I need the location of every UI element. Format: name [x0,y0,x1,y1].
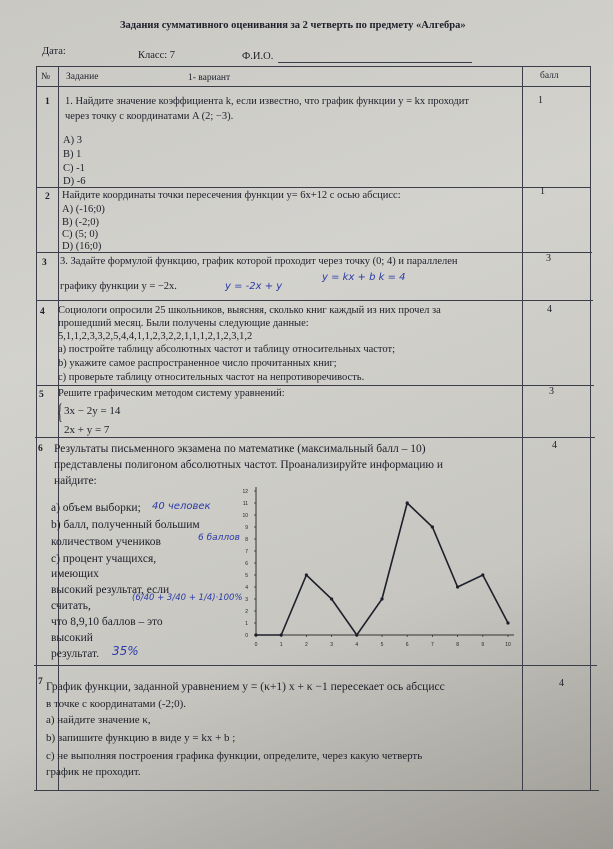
answer-option: А) (-16;0) [62,204,105,215]
y-tick-label: 3 [245,597,248,603]
task-number: 4 [40,307,45,317]
col-variant-header: 1- вариант [188,73,231,83]
handwritten-answer: 6 баллов [198,533,240,543]
col-task-header: Задание [66,72,99,82]
task-text-line: найдите: [54,475,97,487]
data-point [456,585,459,588]
sub-question: с) процент учащихся, [51,553,157,565]
x-tick-label: 0 [254,642,258,648]
task-text-line: Решите графическим методом систему уравнений: [58,388,285,399]
sub-question: высокий [51,632,93,644]
answer-option: В) (-2;0) [62,217,100,228]
task-number: 1 [45,97,50,107]
y-tick-label: 4 [245,585,248,591]
sub-question: b) балл, полученный большим [51,519,200,531]
task-text-line: через точку с координатами A (2; −3). [65,111,234,122]
answer-option: А) 3 [63,135,82,146]
task-score: 4 [547,304,552,315]
task-score: 4 [552,440,557,451]
sheet-title: Задания суммативного оценивания за 2 четверть по предмету «Алгебра» [120,20,466,31]
answer-option: С) (5; 0) [62,229,99,240]
task-text-line: прошедший месяц. Были получены следующие данные: [58,318,309,329]
task-text-line: Результаты письменного экзамена по математике (максимальный балл – 10) [54,443,426,455]
task-score: 1 [538,95,543,106]
task-text-line: График функции, заданной уравнением y = (κ+1) x + κ −1 пересекает ось абсцисс [46,681,445,693]
frequency-polygon-chart [226,487,526,659]
y-tick-label: 9 [245,525,248,531]
data-point [330,597,333,600]
col-num-header: № [41,72,51,82]
task-score: 3 [549,386,554,397]
task-number: 5 [39,390,44,400]
series-line [256,503,508,635]
y-tick-label: 7 [245,549,248,555]
x-tick-label: 10 [505,642,511,648]
handwritten-answer: y = -2x + y [225,281,283,292]
sub-question: имеющих [51,568,99,580]
task-text-line: 1. Найдите значение коэффициента k, если известно, что график функции y = kx проходит [65,96,469,107]
y-tick-label: 0 [245,633,248,639]
x-tick-label: 4 [355,642,359,648]
sub-question: что 8,9,10 баллов – это [51,616,163,628]
task-text-line: график не проходит. [46,766,141,778]
sub-question: результат. [51,648,100,660]
answer-option: D) (16;0) [62,241,102,252]
task-text-line: Найдите координаты точки пересечения функции y= 6x+12 с осью абсцисс: [62,190,401,201]
task-text-line: а) постройте таблицу абсолютных частот и таблицу относительных частот; [58,344,395,355]
data-point [355,633,358,636]
task-text-line: b) укажите самое распространенное число прочитанных книг; [58,358,337,369]
y-tick-label: 1 [245,621,248,627]
y-tick-label: 8 [245,537,248,543]
date-label: Дата: [42,46,66,57]
class-label: Класс: 7 [138,50,176,61]
task-score: 3 [546,253,551,264]
y-tick-label: 10 [242,513,248,519]
data-point [380,597,383,600]
data-point [254,633,257,636]
task-text-line: с) проверьте таблицу относительных частот на непротиворечивость. [58,372,365,383]
handwritten-answer: 35% [112,644,139,658]
answer-option: С) -1 [63,163,85,174]
y-tick-label: 6 [245,561,248,567]
x-tick-label: 2 [305,642,308,648]
task-number: 2 [45,192,50,202]
task-score: 4 [559,678,564,689]
system-brace: { [57,399,63,424]
data-point [506,621,509,624]
task-text-line: представлены полигоном абсолютных частот. Проанализируйте информацию и [54,459,444,471]
task-text-line: 3. Задайте формулой функцию, график которой проходит через точку (0; 4) и параллелен [60,256,458,267]
x-tick-label: 1 [279,642,283,648]
x-tick-label: 3 [330,642,333,648]
handwritten-answer: 40 человек [152,501,211,512]
task-number: 6 [38,444,43,454]
data-point [305,573,308,576]
task-text-line: 5,1,1,2,3,3,2,5,4,4,1,1,2,3,2,2,1,1,1,2,1,2,3,1,2 [58,331,253,342]
system-equation: 2x + y = 7 [64,424,110,436]
task-number: 7 [38,677,43,687]
x-tick-label: 9 [481,642,485,648]
answer-option: D) -6 [63,176,86,187]
data-point [280,633,283,636]
x-tick-label: 7 [431,642,434,648]
data-point [431,525,434,528]
task-text-line: графику функции y = −2x. [60,281,177,292]
fio-underline [278,62,472,63]
y-tick-label: 11 [242,501,248,507]
y-tick-label: 12 [242,489,248,495]
answer-option: В) 1 [63,149,82,160]
handwritten-answer: (6/40 + 3/40 + 1/4)·100% [132,593,243,603]
task-text-line: b) запишите функцию в виде y = kx + b ; [46,732,236,744]
system-equation: 3x − 2y = 14 [64,405,121,417]
task-text-line: а) найдите значение κ, [46,714,151,726]
task-text-line: в точке с координатами (-2;0). [46,698,187,710]
sub-question: считать, [51,600,91,612]
sub-question: высокий результат, если [51,584,170,596]
col-score-header: балл [540,71,559,81]
task-text-line: Социологи опросили 25 школьников, выясняя, сколько книг каждый из них прочел за [58,305,441,316]
x-tick-label: 5 [380,642,384,648]
y-tick-label: 2 [245,609,248,615]
y-tick-label: 5 [245,573,248,579]
task-text-line: с) не выполняя построения графика функции, определите, через какую четверть [46,750,423,762]
task-score: 1 [540,186,545,197]
data-point [406,501,409,504]
handwritten-answer: y = kx + b k = 4 [322,272,406,283]
fio-label: Ф.И.О. [242,51,274,62]
task-number: 3 [42,258,47,268]
sub-question: а) объем выборки; [51,502,141,514]
sub-question: количеством учеников [51,536,161,548]
x-tick-label: 6 [405,642,409,648]
x-tick-label: 8 [456,642,459,648]
data-point [481,573,484,576]
